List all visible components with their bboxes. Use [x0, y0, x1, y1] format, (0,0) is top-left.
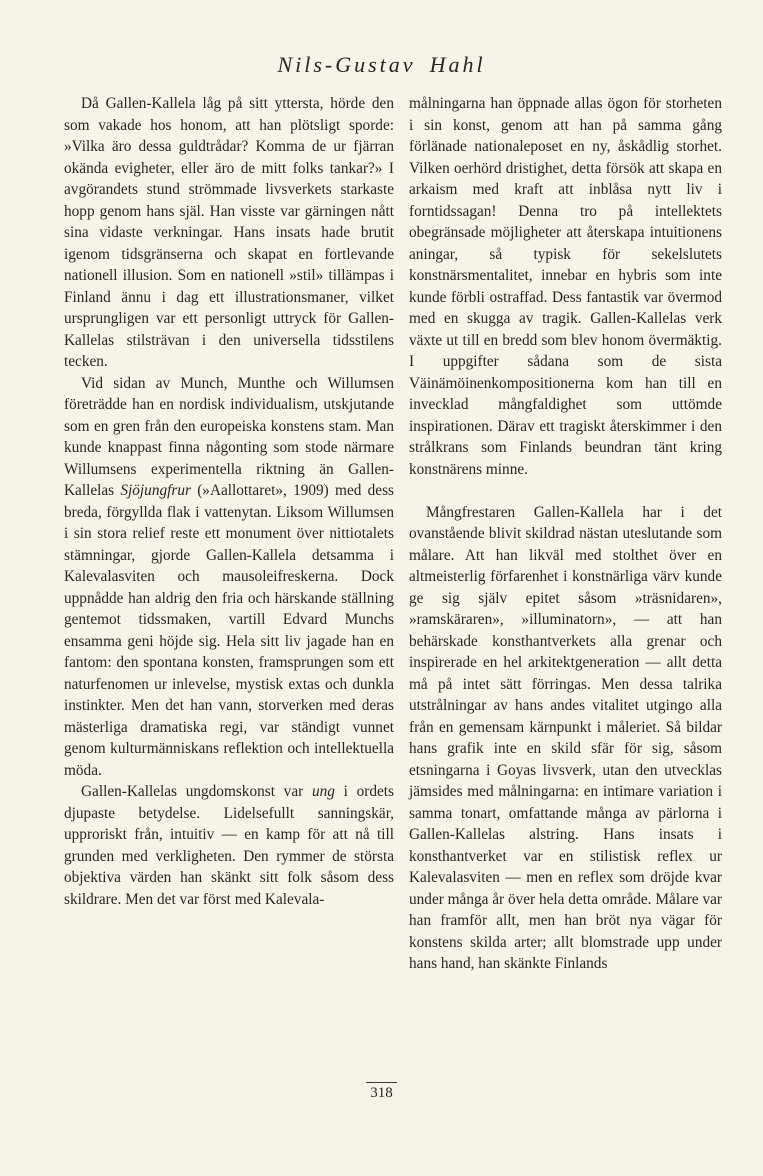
- emphasis: ung: [311, 783, 335, 800]
- running-head: [0, 52, 763, 78]
- paragraph: Vid sidan av Munch, Munthe och Willumsen företrädde han en nordisk individualism, utskjutande som en gren från den europeiska konstens stam. Man kunde knappast finna någonting som stode närmare Willumsens experimentella riktning än Gallen-Kallelas Sjöjungfrur (»Aallottaret», 1909) med dess breda, förgyllda flak i vattenytan. Liksom Willumsen i sin stora relief reste ett monument över nittiotalets stämningar, gjorde Gallen-Kallela detsamma i Kalevalasviten och mausoleifreskerna. Dock uppnådde han aldrig den fria och härskande ställning gentemot tidssmaken, vartill Edvard Munchs ensamma geni höjde sig. Hela sitt liv jagade han en fantom: den spontana konsten, framsprungen som ett naturfenomen ur inlevelse, mystisk extas och dunkla instinkter. Men det han vann, storverken med deras mästerliga dramatiska regi, var ständigt vunnet genom kulturmänniskans reflektion och intellektuella möda.: [64, 374, 394, 779]
- paragraph: Gallen-Kallelas ungdomskonst var ung i ordets djupaste betydelse. Lidelsefullt sanningskär, upproriskt från, intuitiv — en kamp för att nå till grunden med verkligheten. Den rymmer de största objektiva värden han skänkt sitt folk såsom dess skildrare. Men det var först med Kalevala-: [64, 783, 394, 908]
- paragraph: Då Gallen-Kallela låg på sitt yttersta, hörde den som vakade hos honom, att han plötsligt sporde: »Vilka äro dessa guldtrådar? Komma de ur fjärran okända evigheter, eller äro de mitt folks tankar?» I avgörandets stund strömmade livsverkets starkaste hopp genom hans själ. Han visste var gärningen nått sina vidaste verkningar. Hans insats hade brutit igenom tidsgränserna och skapat en fortlevande nationell illusion. Som en nationell »stil» tillämpas i Finland ännu i dag ett illustrationsmaner, vilket ursprungligen var ett personligt uttryck för Gallen-Kallelas stilsträvan i den universella tidsstilens tecken.: [64, 95, 394, 370]
- author-first-name: Nils-Gustav: [277, 52, 416, 77]
- paragraph: Mångfrestaren Gallen-Kallela har i det ovanstående blivit skildrad nästan uteslutande som målare. Att han likväl med stolthet över en altmeisterlig förfarenhet i konstnärliga värv kunde ge sig själv epitet såsom »träsnidaren», »ramskäraren», »illuminatorn», — att han behärskade konsthantverkets alla grenar och inspirerade en hel arkitektgeneration — allt detta må på intet sätt förringas. Men dessa talrika utstrålningar av hans andes vitalitet utgingo alla från en gemensam kärnpunkt i måleriet. Så bildar hans grafik inte en skild sfär för sig, såsom etsningarna i Goyas livsverk, utan den utvecklas jämsides med målningarna: en intimare variation i samma tonart, omfattande många av pärlorna i Gallen-Kallelas alstring. Hans insats i konsthantverket var en stilistisk reflex ur Kalevalasviten — men en reflex som dröjde kvar under många år över hela detta område. Målare var han framför allt, men han bröt nya vägar för konstens skilda arter; allt blomstrade upp under hans hand, han skänkte Finlands: [409, 503, 723, 972]
- left-column: [64, 93, 394, 910]
- artwork-title: Sjöjungfrur: [120, 482, 191, 499]
- right-column: [409, 93, 722, 975]
- author-last-name: Hahl: [429, 52, 486, 77]
- page-number: 318: [0, 1082, 763, 1102]
- paragraph-continued: målningarna han öppnade allas ögon för storheten i sin konst, genom att han på samma gång förlänade nationaleposet en ny, åskådlig storhet. Vilken oerhörd dristighet, detta försök att skapa en arkaism med kraft att inblåsa nytt liv i forntidssagan! Denna tro på intellektets obegränsade möjligheter att återskapa intuitionens aningar, så typisk för sekelslutets konstnärsmentalitet, innebar en hybris som inte kunde förbli ostraffad. Dess fantastik var övermod med en skugga av tragik. Gallen-Kallelas verk växte ut till en bredd som blev honom övermäktig. I uppgifter sådana som de sista Väinämöinenkompositionerna kom han till en invecklad mångfaldighet som uttömde inspirationen. Därav ett tragiskt återskimmer i den strålkrans som Finlands beundran tänt kring konstnärens minne.: [409, 95, 722, 478]
